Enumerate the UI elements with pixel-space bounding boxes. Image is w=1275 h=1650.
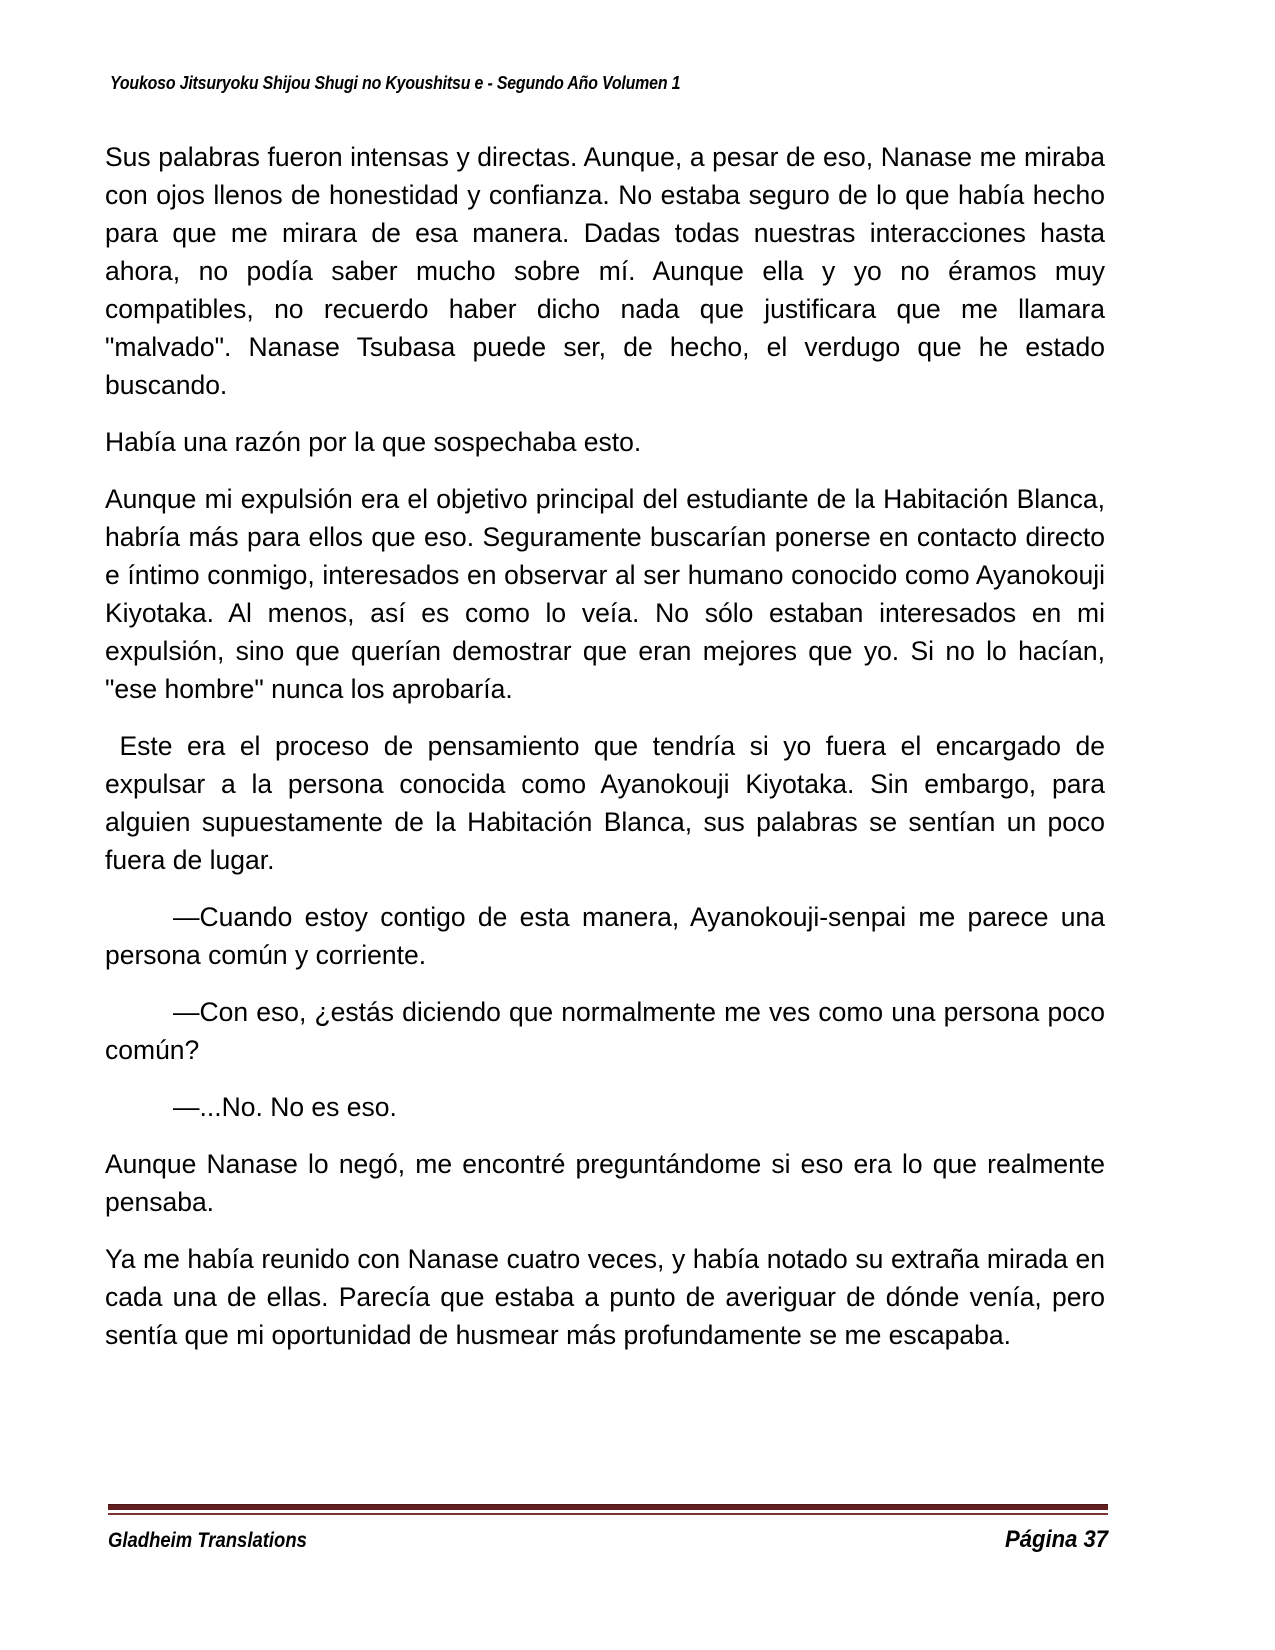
paragraph-4: Este era el proceso de pensamiento que tendría si yo fuera el encargado de expulsar a la persona conocida como Ayanokouji Kiyotaka. Sin embargo, para alguien supuestamente de la Habitación Blanca, sus palabras se sentían un poco fuera de lugar. xyxy=(105,731,1105,875)
page-footer xyxy=(108,1504,1108,1554)
page-header xyxy=(110,72,1110,98)
header-title: Youkoso Jitsuryoku Shijou Shugi no Kyoushitsu e - Segundo Año Volumen 1 xyxy=(110,72,681,93)
paragraph-6-dialogue: —Con eso, ¿estás diciendo que normalmente me ves como una persona poco común? xyxy=(105,997,1105,1065)
paragraph-8: Aunque Nanase lo negó, me encontré preguntándome si eso era lo que realmente pensaba. xyxy=(105,1149,1105,1217)
paragraph-2: Había una razón por la que sospechaba esto. xyxy=(105,427,642,457)
paragraph-1: Sus palabras fueron intensas y directas. Aunque, a pesar de eso, Nanase me miraba con ojos llenos de honestidad y confianza. No estaba seguro de lo que había hecho para que me mirara de esa manera. Dadas todas nuestras interacciones hasta ahora, no podía saber mucho sobre mí. Aunque ella y yo no éramos muy compatibles, no recuerdo haber dicho nada que justificara que me llamara "malvado". Nanase Tsubasa puede ser, de hecho, el verdugo que he estado buscando. xyxy=(105,142,1105,400)
footer-translator-credit: Gladheim Translations xyxy=(108,1529,307,1552)
paragraph-3: Aunque mi expulsión era el objetivo principal del estudiante de la Habitación Blanca, habría más para ellos que eso. Seguramente buscarían ponerse en contacto directo e íntimo conmigo, interesados en observar al ser humano conocido como Ayanokouji Kiyotaka. Al menos, así es como lo veía. No sólo estaban interesados en mi expulsión, sino que querían demostrar que eran mejores que yo. Si no lo hacían, "ese hombre" nunca los aprobaría. xyxy=(105,484,1105,704)
body-content xyxy=(105,138,1105,1354)
footer-rule-thin xyxy=(108,1513,1108,1515)
paragraph-7-dialogue: —...No. No es eso. xyxy=(173,1092,397,1122)
footer-divider-rule xyxy=(108,1504,1108,1515)
paragraph-5-dialogue: —Cuando estoy contigo de esta manera, Ayanokouji-senpai me parece una persona común y corriente. xyxy=(105,902,1105,970)
footer-page-number: Página 37 xyxy=(1004,1526,1108,1553)
paragraph-9: Ya me había reunido con Nanase cuatro veces, y había notado su extraña mirada en cada una de ellas. Parecía que estaba a punto de averiguar de dónde venía, pero sentía que mi oportunidad de husmear más profundamente se me escapaba. xyxy=(105,1244,1105,1350)
footer-row xyxy=(108,1526,1108,1554)
